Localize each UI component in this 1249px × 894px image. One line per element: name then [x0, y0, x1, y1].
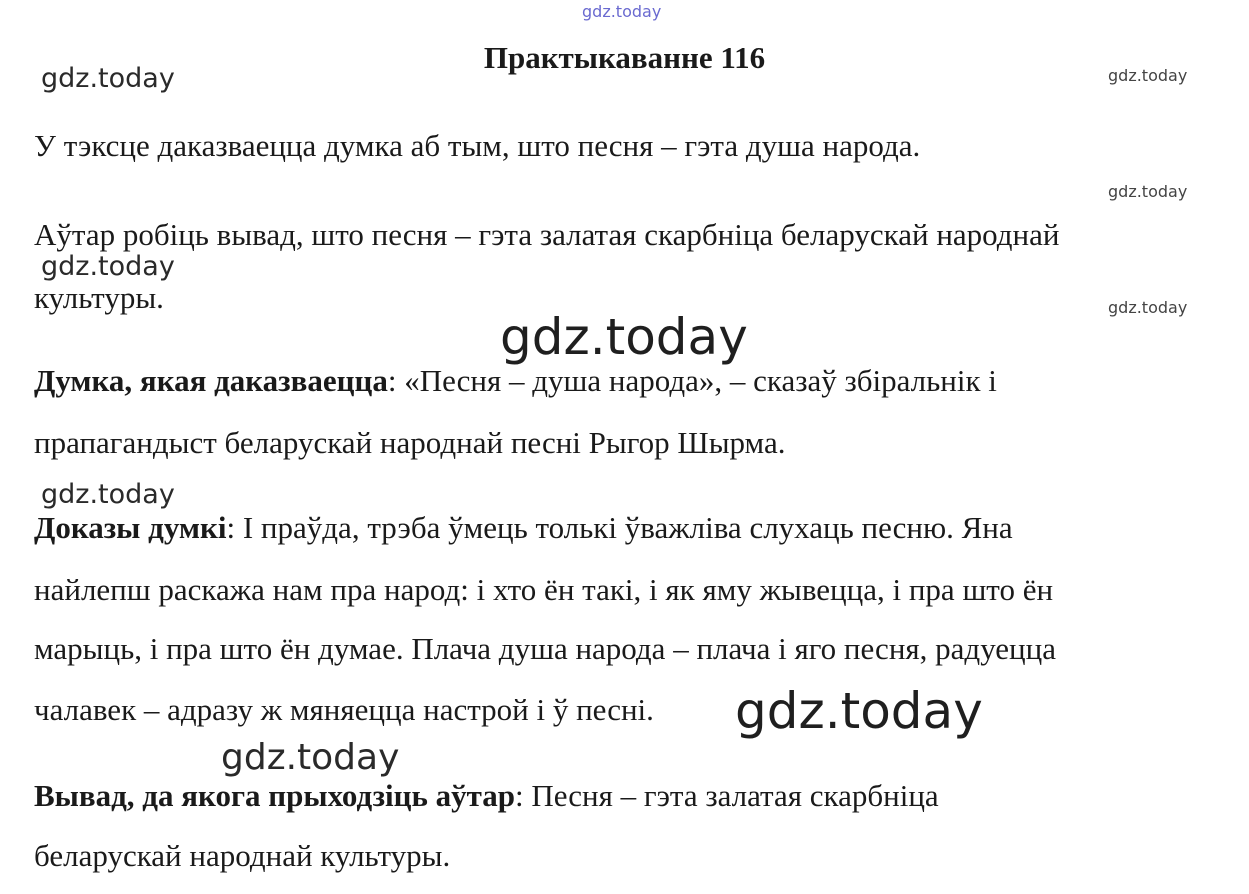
section-conclusion-text: : Песня – гэта залатая скарбніца [515, 778, 939, 813]
section-conclusion-line-1 [34, 778, 939, 814]
watermark-right-large: gdz.today [735, 682, 983, 740]
section-proof-label: Доказы думкі [34, 510, 227, 545]
watermark-left-1: gdz.today [41, 63, 175, 94]
section-thought-line-1 [34, 363, 997, 399]
section-conclusion-label: Вывад, да якога прыходзіць аўтар [34, 778, 515, 813]
text-line-2: Аўтар робіць вывад, што песня – гэта залатая скарбніца беларускай народнай [34, 217, 1060, 252]
section-thought-line-2: прапагандыст беларускай народнай песні Рыгор Шырма. [34, 425, 786, 460]
page-title: Практыкаванне 116 [483, 40, 766, 75]
section-conclusion-line-2: беларускай народнай культуры. [34, 838, 451, 873]
watermark-right-3: gdz.today [1108, 298, 1188, 317]
watermark-right-1: gdz.today [1108, 66, 1188, 85]
watermark-left-3: gdz.today [41, 479, 175, 510]
watermark-left-4: gdz.today [221, 737, 400, 778]
watermark-left-2: gdz.today [41, 251, 175, 282]
text-line-3: культуры. [34, 280, 164, 315]
section-proof-line-1 [34, 510, 1013, 546]
watermark-right-2: gdz.today [1108, 182, 1188, 201]
watermark-center-large: gdz.today [500, 308, 748, 366]
section-proof-line-3: марыць, і пра што ён думае. Плача душа народа – плача і яго песня, радуецца [34, 631, 1056, 666]
watermark-top: gdz.today [582, 2, 662, 21]
section-proof-line-4: чалавек – адразу ж мяняецца настрой і ў песні. [34, 692, 654, 727]
section-thought-text: : «Песня – душа народа», – сказаў збіральнік і [387, 363, 997, 398]
section-thought-label: Думка, якая даказваецца [34, 363, 388, 398]
section-proof-text: : І праўда, трэба ўмець толькі ўважліва слухаць песню. Яна [226, 510, 1013, 545]
section-proof-line-2: найлепш раскажа нам пра народ: і хто ён такі, і як яму жывецца, і пра што ён [34, 572, 1054, 607]
text-line-1: У тэксце даказваецца думка аб тым, што песня – гэта душа народа. [34, 128, 921, 163]
